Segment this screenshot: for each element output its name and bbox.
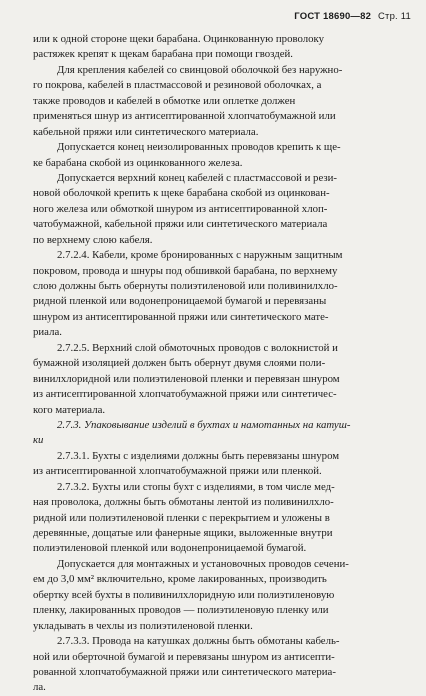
text-line: из антисептированной хлопчатобумажной пряжи или синтетичес- — [33, 388, 337, 401]
text-line: пленку, лакированных проводов — полиэтиленовую пленку или — [33, 604, 329, 617]
section-heading: 2.7.2.5. Верхний слой обмоточных проводов с волокнистой и — [57, 341, 338, 354]
text-line: из антисептированной хлопчатобумажной пряжи или пленкой. — [33, 465, 322, 478]
section-heading: 2.7.3.3. Провода на катушках должны быть обмотаны кабель- — [57, 635, 340, 648]
text-line: растяжек крепят к щекам барабана при помощи гвоздей. — [33, 48, 293, 61]
text-line: ем до 3,0 мм² включительно, кроме лакированных, производить — [33, 573, 327, 586]
text-line: ридной пленкой или водонепроницаемой бумагой и перевязаны — [33, 295, 327, 308]
text-line: укладывать в чехлы из полиэтиленовой пленки. — [33, 619, 253, 632]
text-line: ная проволока, должны быть обмотаны лентой из поливинилхло- — [33, 496, 334, 509]
subsection-title: ки — [33, 434, 44, 447]
section-heading: 2.7.3.1. Бухты с изделиями должны быть перевязаны шнуром — [57, 449, 340, 462]
text-line: также проводов и кабелей в обмотке или оплетке должен — [33, 94, 296, 107]
text-line: слою должны быть обернуты полиэтиленовой или поливинилхло- — [33, 280, 338, 292]
text-line: Для крепления кабелей со свинцовой оболочкой без наружно- — [57, 63, 343, 76]
text-line: Допускается верхний конец кабелей с пластмассовой и рези- — [57, 171, 338, 184]
text-line: го покрова, кабелей в пластмассовой и резиновой оболочках, а — [33, 79, 322, 92]
text-line: шнуром из антисептированной пряжи или синтетического мате- — [33, 310, 329, 323]
text-line: ной или оберточной бумагой и перевязаны шнуром из антисепти- — [33, 650, 335, 663]
text-line: ридной или полиэтиленовой пленки с перекрытием и уложены в — [33, 511, 330, 524]
text-line: кого материала. — [33, 403, 106, 416]
text-line: деревянные, дощатые или фанерные ящики, выложенные внутри — [33, 527, 333, 539]
text-line: винилхлоридной или полиэтиленовой пленки и перевязан шнуром — [33, 372, 340, 385]
text-line: рованной хлопчатобумажной пряжи или синтетического материа- — [33, 665, 336, 678]
text-line: полиэтиленовой пленкой или водонепроницаемой бумагой. — [33, 542, 307, 555]
text-line: по верхнему слою кабеля. — [33, 233, 153, 246]
text-line: Допускается для монтажных и установочных проводов сечени- — [57, 557, 349, 570]
section-heading: 2.7.2.4. Кабели, кроме бронированных с наружным защитным — [57, 249, 343, 262]
text-line: бумажной изоляцией должен быть обернут двумя слоями поли- — [33, 357, 326, 370]
standard-number: ГОСТ 18690—82 — [294, 11, 372, 22]
text-line: новой оболочкой крепить к щеке барабана скобой из оцинкован- — [33, 187, 330, 200]
text-line: ла. — [33, 681, 46, 694]
text-line: чатобумажной, кабельной пряжи или синтетического материала — [33, 218, 328, 231]
text-line: ного железа или обмоткой шнуром из антисептированной хлоп- — [33, 202, 328, 215]
subsection-title: 2.7.3. Упаковывание изделий в бухтах и намотанных на катуш- — [57, 418, 351, 431]
text-line: или к одной стороне щеки барабана. Оцинкованную проволоку — [33, 33, 325, 45]
text-line: риала. — [33, 326, 62, 339]
text-line: обертку всей бухты в поливинилхлоридную или полиэтиленовую — [33, 588, 335, 601]
page-header — [294, 11, 411, 22]
text-line: кабельной пряжи или синтетического материала. — [33, 125, 259, 138]
document-body — [33, 32, 405, 696]
page-number: Стр. 11 — [377, 11, 411, 22]
text-line: применяться шнур из антисептированной хлопчатобумажной или — [33, 110, 336, 123]
section-heading: 2.7.3.2. Бухты или стопы бухт с изделиями, в том числе мед- — [57, 480, 335, 493]
text-line: ке барабана скобой из оцинкованного железа. — [33, 156, 243, 169]
text-line: Допускается конец неизолированных проводов крепить к ще- — [57, 141, 341, 154]
text-line: покровом, провода и шнуры под обшивкой барабана, по верхнему — [33, 264, 338, 277]
